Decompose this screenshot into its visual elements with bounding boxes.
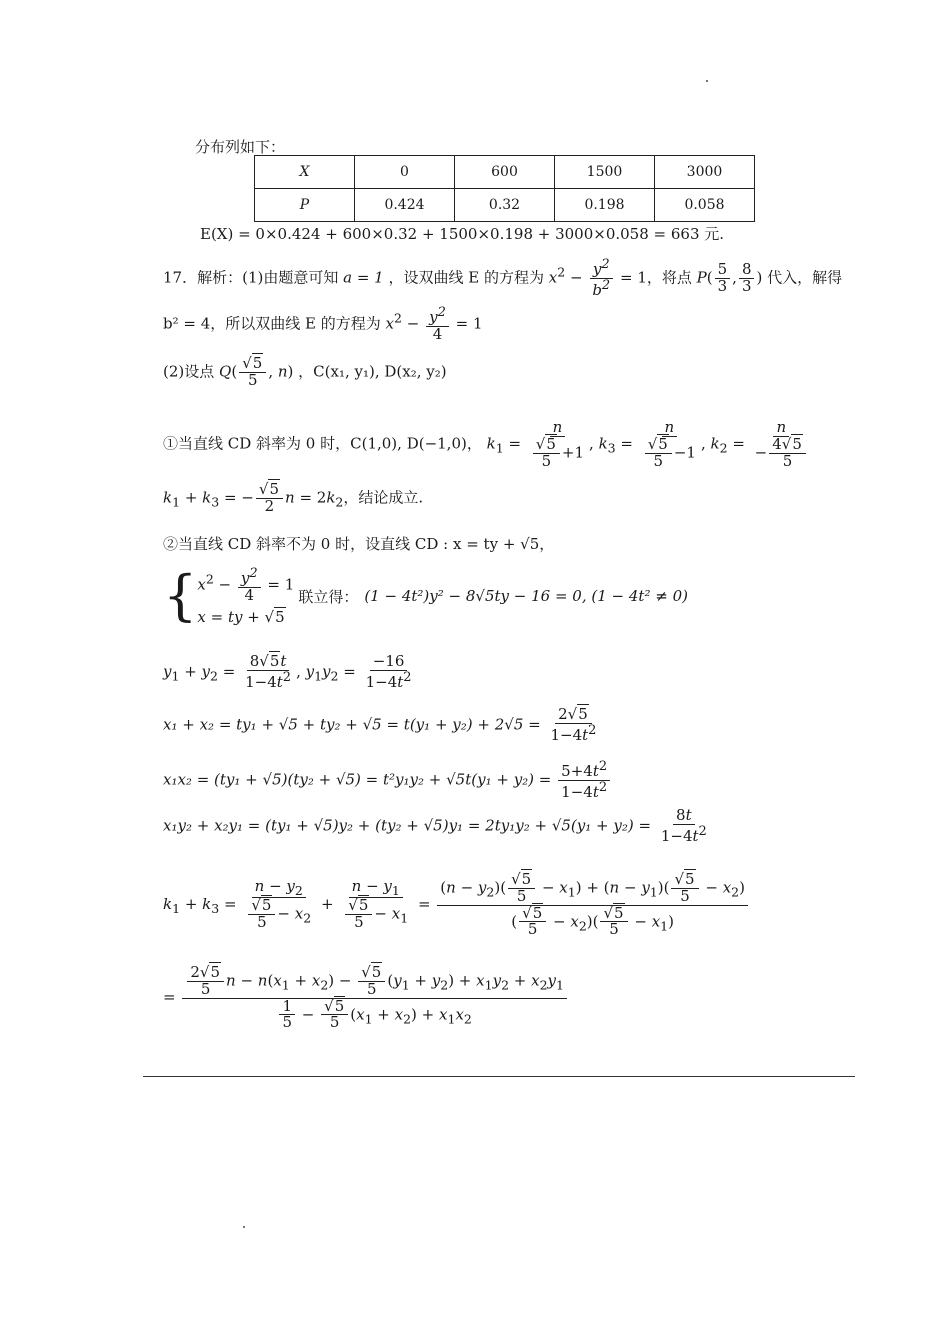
- table-cell: 0.058: [655, 189, 755, 222]
- table-cell: X: [255, 156, 355, 189]
- part2-points: ，C(x₁, y₁), D(x₂, y₂): [298, 362, 447, 381]
- table-cell: 600: [455, 156, 555, 189]
- p17-a: a = 1: [343, 268, 384, 287]
- final-fraction: = $\frac{2√5}{5}$ $n - n(x_1 + x_2)$ − $\frac{√5}{5}$ $(y_1 + y_2) + x_1y_2 + x_2y_1$ $\frac{1}{5}$ − $\frac{√5}{5}$ $(x_1 + x_2) + x_1x_2$: [163, 965, 569, 1031]
- table-cell: P: [255, 189, 355, 222]
- problem-17-line: 17．解析：(1)由题意可知 a = 1 ，设双曲线 E 的方程为 $x^2$ − $\frac{y^2}{b^2}$ = 1，将点 P( $\frac{5}{3}$ , $\frac{8}{3}$ ) 代入，解得: [163, 257, 843, 299]
- distribution-table: [254, 155, 755, 222]
- b-result: b² = 4，所以双曲线 E 的方程为: [163, 314, 381, 333]
- table-cell: 0: [355, 156, 455, 189]
- lianli-label: 联立得：: [298, 587, 359, 606]
- case1-text: ①当直线 CD 斜率为 0 时，C(1,0), D(−1,0)，: [163, 434, 482, 453]
- vieta-line: $y_1 + y_2$ = $\frac{8√5t}{1-4t^2}$ , $y_1y_2$ = $\frac{-16}{1-4t^2}$: [163, 652, 412, 691]
- b-result-line: b² = 4，所以双曲线 E 的方程为 $x^2$ − $\frac{y^2}{4}$ = 1: [163, 305, 483, 343]
- part2-line: (2)设点 Q( $\frac{√5}{5}$ , n) ，C(x₁, y₁), D(x₂, y₂): [163, 354, 447, 389]
- p17-tail2: 代入，解得: [767, 268, 843, 287]
- x-sum-text: x₁ + x₂ = ty₁ + √5 + ty₂ + √5 = t(y₁ + y₂) + 2√5 =: [163, 715, 541, 734]
- cross-text: x₁y₂ + x₂y₁ = (ty₁ + √5)y₂ + (ty₂ + √5)y₁ = 2ty₁y₂ + √5(y₁ + y₂) =: [163, 816, 652, 835]
- p17-tail1: = 1，将点: [619, 268, 692, 287]
- table-cell: 3000: [655, 156, 755, 189]
- system-block: { $x^2$ − $\frac{y^2}{4}$ = 1 x = ty + √5 联立得： (1 − 4t²)y² − 8√5ty − 16 = 0, (1 − 4t² ≠ 0): [163, 564, 688, 628]
- case1-line: ①当直线 CD 斜率为 0 时，C(1,0), D(−1,0)， $k_1$ = n $\frac{√5}{5}$ +1 , $k_3$ = n $\frac{√5}{5}$ −1 , $k_2$ = n − $\frac{4√5}{5}$: [163, 420, 813, 469]
- cross-line: x₁y₂ + x₂y₁ = (ty₁ + √5)y₂ + (ty₂ + √5)y₁ = 2ty₁y₂ + √5(y₁ + y₂) = $\frac{8t}{1-4t^2}$: [163, 806, 707, 845]
- p17-mid: ，设双曲线 E 的方程为: [388, 268, 544, 287]
- table-cell: 1500: [555, 156, 655, 189]
- speck: [243, 1226, 245, 1228]
- k-sum-line: $k_1 + k_3$ = − $\frac{√5}{2}$ $n = 2k_2$，结论成立.: [163, 480, 424, 515]
- x-prod-line: x₁x₂ = (ty₁ + √5)(ty₂ + √5) = t²y₁y₂ + √5t(y₁ + y₂) = $\frac{5+4t^2}{1-4t^2}$: [163, 760, 612, 801]
- part2-label: (2)设点: [163, 362, 215, 381]
- expectation-line: E(X) = 0×0.424 + 600×0.32 + 1500×0.198 + 3000×0.058 = 663 元.: [200, 225, 725, 243]
- footer-rule: [143, 1076, 855, 1077]
- dist-caption: 分布列如下：: [195, 138, 286, 156]
- quadratic: (1 − 4t²)y² − 8√5ty − 16 = 0, (1 − 4t² ≠ 0): [364, 587, 688, 606]
- case1-conclusion: ，结论成立.: [343, 488, 424, 507]
- table-row: [255, 189, 755, 222]
- table-cell: 0.32: [455, 189, 555, 222]
- table-row: [255, 156, 755, 189]
- x-prod-text: x₁x₂ = (ty₁ + √5)(ty₂ + √5) = t²y₁y₂ + √5t(y₁ + y₂) =: [163, 770, 552, 789]
- table-cell: 0.424: [355, 189, 455, 222]
- brace-icon: {: [163, 564, 198, 628]
- p17-lead: 17．解析：(1)由题意可知: [163, 268, 339, 287]
- speck: [706, 80, 708, 82]
- x-sum-line: x₁ + x₂ = ty₁ + √5 + ty₂ + √5 = t(y₁ + y₂) + 2√5 = $\frac{2√5}{1-4t^2}$: [163, 705, 597, 744]
- case2-line: ②当直线 CD 斜率不为 0 时，设直线 CD : x = ty + √5，: [163, 535, 555, 553]
- table-cell: 0.198: [555, 189, 655, 222]
- k-sum-expansion: $k_1 + k_3$ = $n - y_2$ $\frac{√5}{5}$ − $x_2$ + $n - y_1$ $\frac{√5}{5}$ − $x_1$ = $(n - y_2)$( $\frac{√5}{5}$ − $x_1) + (n - y_1)$( $\frac{√5}{5}$ − $x_2$) ( $\frac{√5}{5}$ − $x_2$)( $\frac{√5}{5}$ − $x_1$): [163, 872, 750, 938]
